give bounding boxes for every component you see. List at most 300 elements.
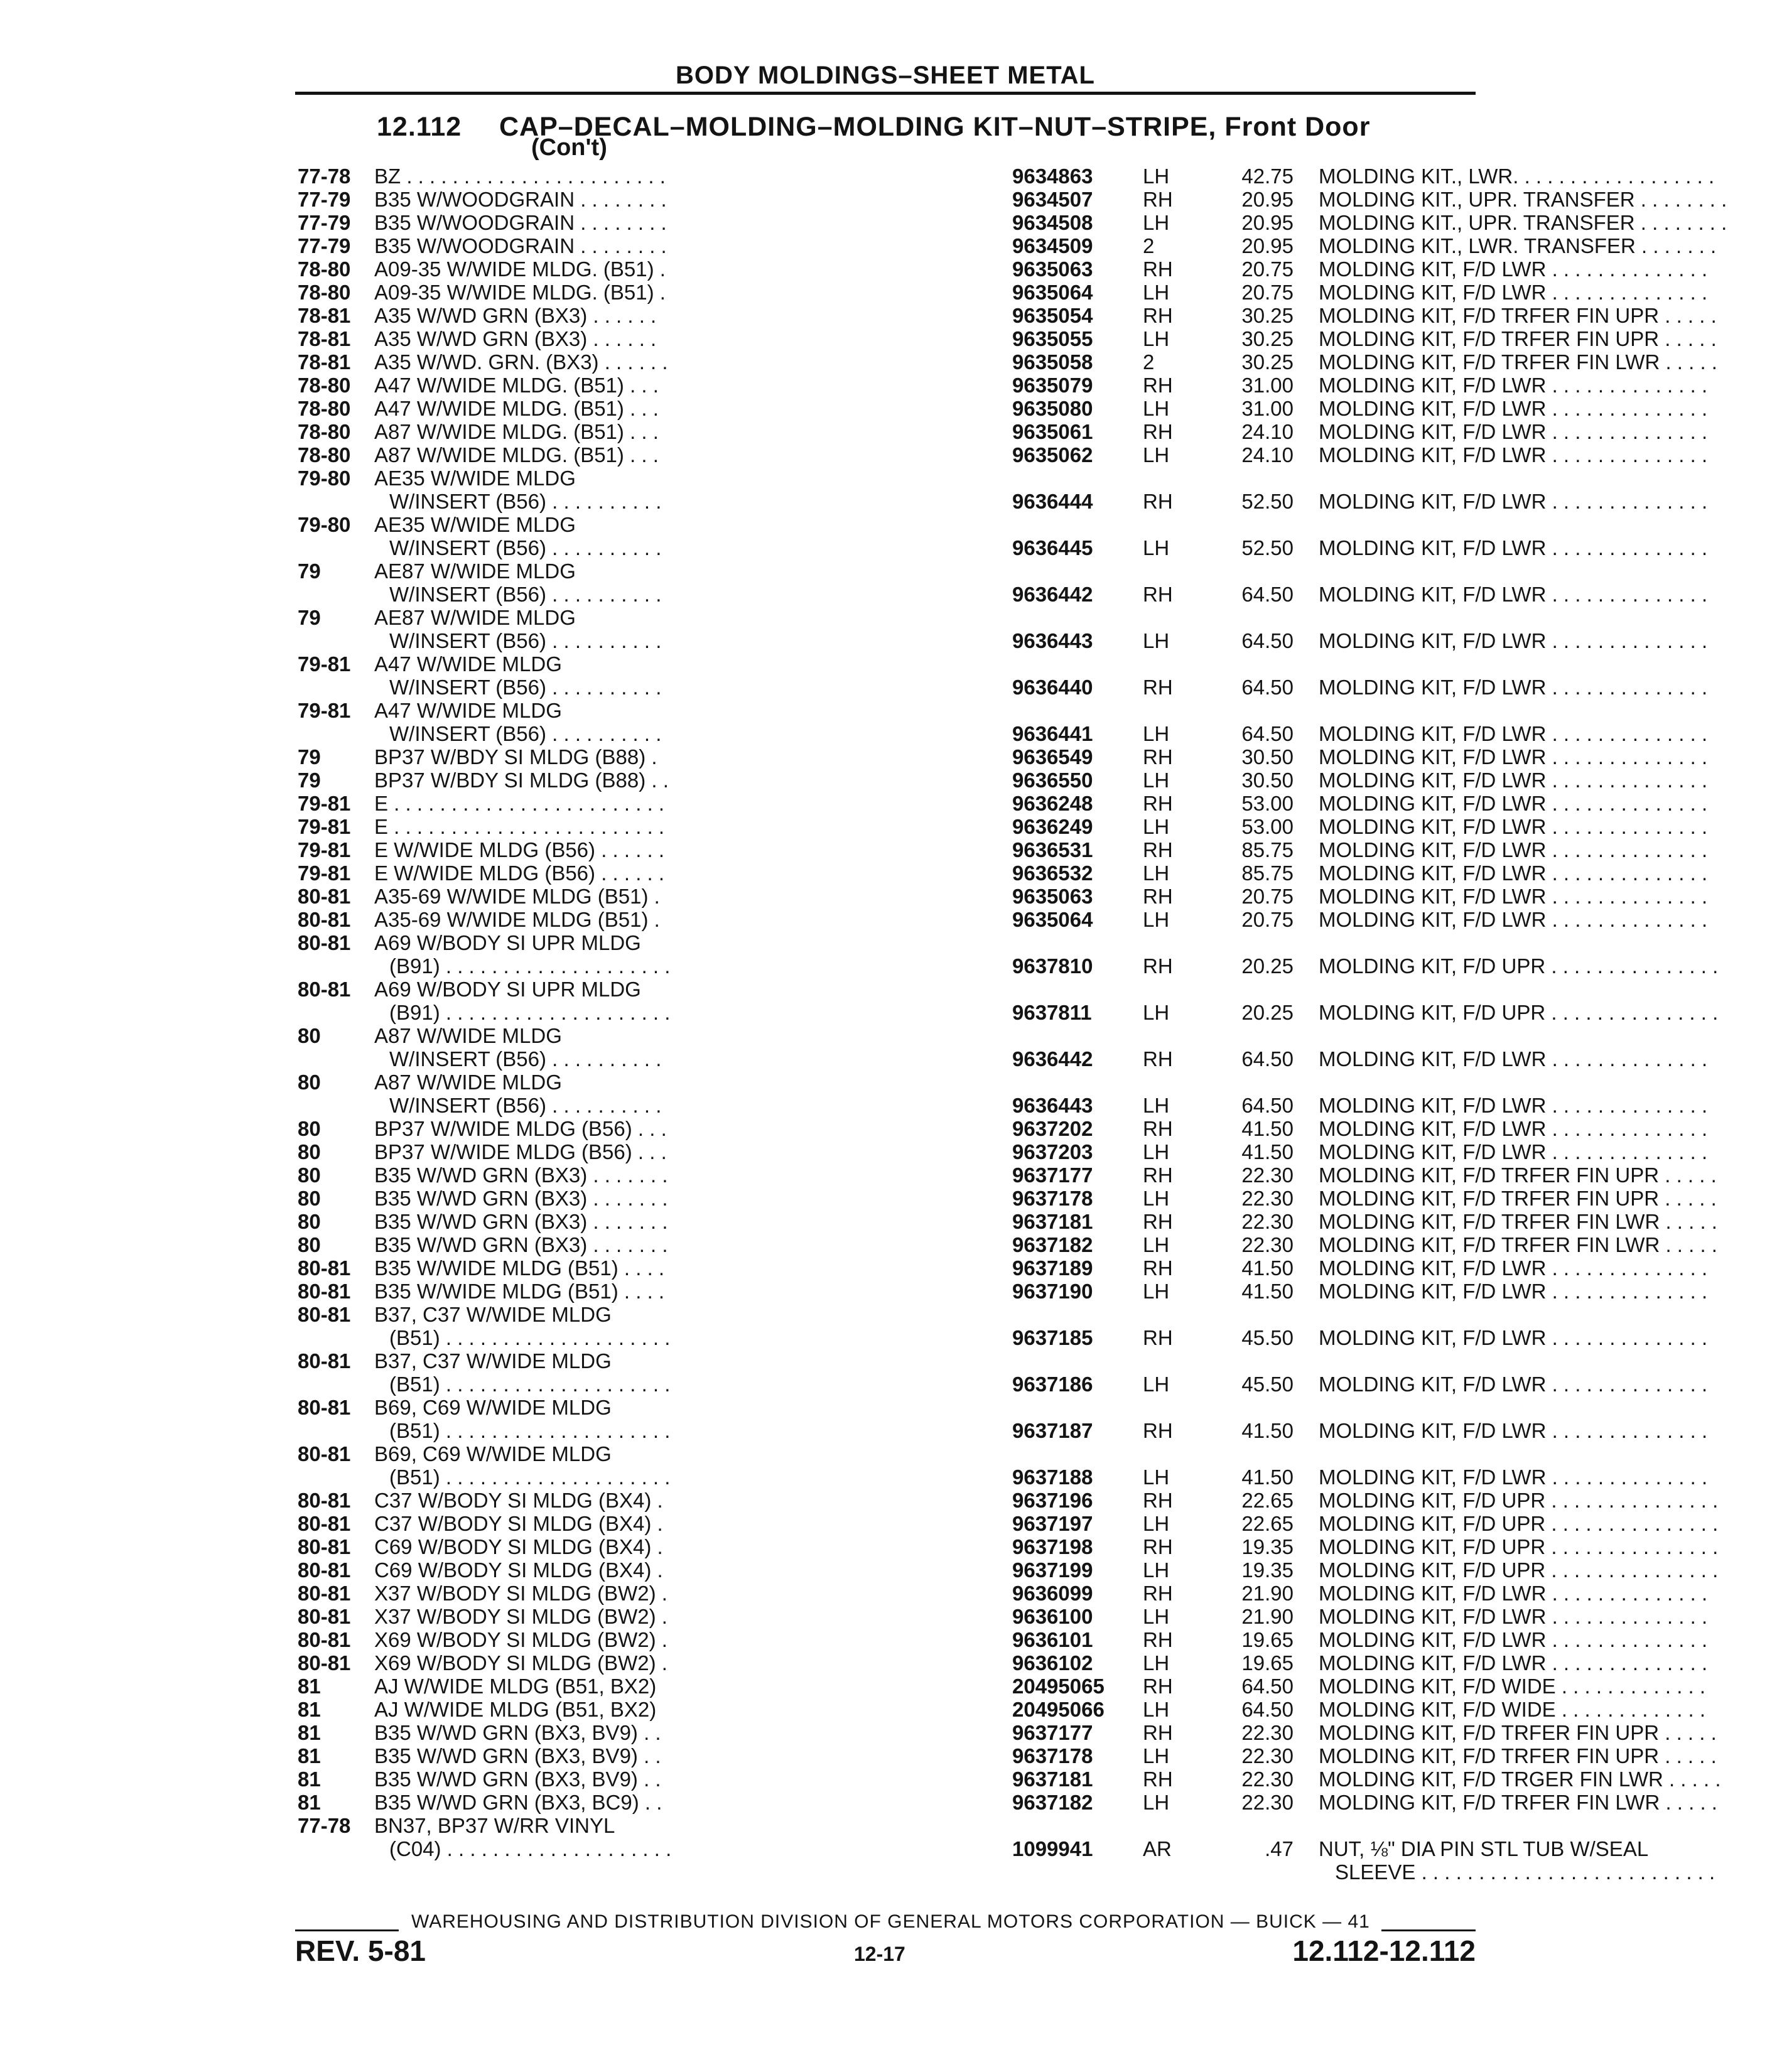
part-description: MOLDING KIT, F/D LWR . . . . . . . . . . . . . . [1319, 861, 1708, 885]
price: 30.50 [1241, 769, 1294, 792]
model-description: BP37 W/BDY SI MLDG (B88) . [374, 745, 657, 769]
part-description: MOLDING KIT, F/D LWR . . . . . . . . . . . . . . [1319, 420, 1708, 443]
part-description: MOLDING KIT, F/D LWR . . . . . . . . . . . . . . [1319, 1651, 1708, 1675]
part-description: MOLDING KIT, F/D UPR . . . . . . . . . . . . . . . [1319, 1535, 1719, 1558]
model-description: E . . . . . . . . . . . . . . . . . . . . . . . . [374, 815, 665, 838]
price: 85.75 [1241, 838, 1294, 861]
quantity: RH [1143, 1210, 1173, 1233]
model-description: (B91) . . . . . . . . . . . . . . . . . . . . [389, 954, 671, 978]
table-row [298, 1187, 1717, 1210]
part-number: 9637178 [1012, 1187, 1093, 1210]
part-number: 9637178 [1012, 1744, 1093, 1767]
model-year: 78-80 [298, 443, 351, 467]
model-description: B35 W/WD GRN (BX3, BV9) . . [374, 1721, 661, 1744]
model-year: 80-81 [298, 1535, 351, 1558]
price: 20.95 [1241, 211, 1294, 234]
price: 22.30 [1241, 1163, 1294, 1187]
quantity: LH [1143, 1698, 1170, 1721]
model-description: AE35 W/WIDE MLDG [374, 513, 576, 536]
part-number: 9636248 [1012, 792, 1093, 815]
part-description: MOLDING KIT, F/D LWR . . . . . . . . . . . . . . [1319, 838, 1708, 861]
model-year: 80 [298, 1233, 321, 1256]
quantity: RH [1143, 583, 1173, 606]
part-description: MOLDING KIT, F/D TRFER FIN UPR . . . . . [1319, 327, 1717, 350]
part-description: MOLDING KIT, F/D LWR . . . . . . . . . . . . . . [1319, 885, 1708, 908]
quantity: RH [1143, 420, 1173, 443]
part-number: 9637810 [1012, 954, 1093, 978]
table-row [298, 234, 1717, 257]
price: 41.50 [1241, 1280, 1294, 1303]
table-row [298, 281, 1708, 304]
model-description: B35 W/WD GRN (BX3) . . . . . . . [374, 1233, 668, 1256]
quantity: LH [1143, 769, 1170, 792]
part-description: MOLDING KIT, F/D LWR . . . . . . . . . . . . . . [1319, 1047, 1708, 1071]
model-description: B35 W/WOODGRAIN . . . . . . . . [374, 211, 667, 234]
table-row [298, 443, 1708, 467]
part-description: MOLDING KIT, F/D UPR . . . . . . . . . . . . . . . [1319, 1558, 1719, 1582]
price: 22.65 [1241, 1512, 1294, 1535]
price: 41.50 [1241, 1140, 1294, 1163]
part-description: MOLDING KIT, F/D LWR . . . . . . . . . . . . . . [1319, 769, 1708, 792]
section-title: CAP–DECAL–MOLDING–MOLDING KIT–NUT–STRIPE, Front Door [499, 112, 1371, 142]
quantity: RH [1143, 257, 1173, 281]
table-row [298, 1791, 1717, 1814]
model-description: A87 W/WIDE MLDG. (B51) . . . [374, 443, 659, 467]
table-row [298, 1163, 1717, 1187]
model-year: 79 [298, 559, 321, 583]
table-row [298, 954, 1719, 978]
price: 53.00 [1241, 815, 1294, 838]
quantity: LH [1143, 165, 1170, 188]
model-description: A35 W/WD GRN (BX3) . . . . . . [374, 327, 657, 350]
part-number: 9635062 [1012, 443, 1093, 467]
price: 31.00 [1241, 374, 1294, 397]
table-row [298, 257, 1708, 281]
header-rule [295, 92, 1476, 95]
table-row [298, 1535, 1719, 1558]
part-number: 9636099 [1012, 1582, 1093, 1605]
model-year: 80 [298, 1187, 321, 1210]
part-description: MOLDING KIT, F/D TRFER FIN LWR . . . . . [1319, 1233, 1717, 1256]
quantity: LH [1143, 536, 1170, 559]
quantity: RH [1143, 745, 1173, 769]
model-description: B35 W/WD GRN (BX3) . . . . . . . [374, 1210, 668, 1233]
part-number: 9636100 [1012, 1605, 1093, 1628]
part-number: 9635079 [1012, 374, 1093, 397]
section-heading [377, 112, 1370, 143]
table-row [298, 908, 1708, 931]
price: 24.10 [1241, 420, 1294, 443]
part-number: 9637203 [1012, 1140, 1093, 1163]
model-year: 77-78 [298, 1814, 351, 1837]
price: 64.50 [1241, 1094, 1294, 1117]
quantity: RH [1143, 1767, 1173, 1791]
price: 41.50 [1241, 1419, 1294, 1442]
table-row [298, 420, 1708, 443]
model-year: 81 [298, 1721, 321, 1744]
part-description: MOLDING KIT, F/D LWR . . . . . . . . . . . . . . [1319, 792, 1708, 815]
table-row [298, 1210, 1717, 1233]
model-description: AE87 W/WIDE MLDG [374, 559, 576, 583]
model-year: 79-80 [298, 513, 351, 536]
model-description: B35 W/WD GRN (BX3, BV9) . . [374, 1767, 661, 1791]
table-row [298, 304, 1717, 327]
model-description: A47 W/WIDE MLDG. (B51) . . . [374, 374, 659, 397]
model-year: 78-80 [298, 420, 351, 443]
part-number: 9636442 [1012, 583, 1093, 606]
price: 30.25 [1241, 350, 1294, 374]
part-number: 9636442 [1012, 1047, 1093, 1071]
table-row [298, 467, 1478, 490]
part-description: MOLDING KIT, F/D LWR . . . . . . . . . . . . . . [1319, 536, 1708, 559]
model-description: (B51) . . . . . . . . . . . . . . . . . . . . [389, 1419, 671, 1442]
part-description: MOLDING KIT, F/D WIDE . . . . . . . . . . . . . [1319, 1698, 1706, 1721]
quantity: RH [1143, 188, 1173, 211]
model-description: AE35 W/WIDE MLDG [374, 467, 576, 490]
table-row [298, 745, 1708, 769]
part-number: 9637190 [1012, 1280, 1093, 1303]
part-number: 20495066 [1012, 1698, 1105, 1721]
model-year: 80-81 [298, 978, 351, 1001]
table-row [298, 1117, 1708, 1140]
model-year: 79-81 [298, 815, 351, 838]
price: 53.00 [1241, 792, 1294, 815]
model-description: A87 W/WIDE MLDG. (B51) . . . [374, 420, 659, 443]
model-year: 81 [298, 1791, 321, 1814]
part-description: MOLDING KIT, F/D LWR . . . . . . . . . . . . . . [1319, 1419, 1708, 1442]
model-description: BP37 W/WIDE MLDG (B56) . . . [374, 1140, 667, 1163]
model-year: 77-79 [298, 234, 351, 257]
quantity: LH [1143, 211, 1170, 234]
quantity: LH [1143, 1558, 1170, 1582]
footer-rule-right [1381, 1929, 1476, 1931]
quantity: LH [1143, 1187, 1170, 1210]
price: 21.90 [1241, 1582, 1294, 1605]
price: 20.75 [1241, 885, 1294, 908]
table-row [298, 931, 1478, 954]
quantity: LH [1143, 722, 1170, 745]
part-description: MOLDING KIT, F/D LWR . . . . . . . . . . . . . . [1319, 1326, 1708, 1349]
model-year: 79 [298, 769, 321, 792]
model-description: W/INSERT (B56) . . . . . . . . . . [389, 1047, 662, 1071]
part-number: 9634863 [1012, 165, 1093, 188]
quantity: RH [1143, 954, 1173, 978]
part-description: MOLDING KIT, F/D LWR . . . . . . . . . . . . . . [1319, 815, 1708, 838]
table-row [298, 1675, 1706, 1698]
model-description: B37, C37 W/WIDE MLDG [374, 1303, 612, 1326]
model-year: 80-81 [298, 1651, 351, 1675]
part-description: MOLDING KIT, F/D TRFER FIN UPR . . . . . [1319, 304, 1717, 327]
model-year: 80-81 [298, 931, 351, 954]
table-row [298, 1721, 1717, 1744]
model-year: 79-81 [298, 861, 351, 885]
table-row [298, 861, 1708, 885]
part-description: MOLDING KIT, F/D LWR . . . . . . . . . . . . . . [1319, 397, 1708, 420]
part-description: MOLDING KIT., UPR. TRANSFER . . . . . . . . [1319, 188, 1727, 211]
part-description: MOLDING KIT, F/D LWR . . . . . . . . . . . . . . [1319, 629, 1708, 652]
model-description: A87 W/WIDE MLDG [374, 1071, 562, 1094]
part-number: 9636445 [1012, 536, 1093, 559]
model-description: B35 W/WIDE MLDG (B51) . . . . [374, 1280, 665, 1303]
quantity: RH [1143, 1582, 1173, 1605]
model-year: 78-81 [298, 304, 351, 327]
table-row [298, 583, 1708, 606]
section-continued: (Con't) [531, 134, 607, 161]
model-year: 80-81 [298, 1256, 351, 1280]
quantity: RH [1143, 1489, 1173, 1512]
model-description: C69 W/BODY SI MLDG (BX4) . [374, 1558, 663, 1582]
table-row [298, 978, 1478, 1001]
table-row [298, 1094, 1708, 1117]
table-row [298, 769, 1708, 792]
model-year: 80-81 [298, 908, 351, 931]
price: 20.75 [1241, 908, 1294, 931]
model-year: 81 [298, 1767, 321, 1791]
part-description: MOLDING KIT, F/D LWR . . . . . . . . . . . . . . [1319, 1256, 1708, 1280]
model-description: (C04) . . . . . . . . . . . . . . . . . . . . [389, 1837, 672, 1860]
part-number: 9636444 [1012, 490, 1093, 513]
model-description: B35 W/WOODGRAIN . . . . . . . . [374, 234, 667, 257]
part-number: 9636440 [1012, 676, 1093, 699]
quantity: LH [1143, 397, 1170, 420]
footer-text: WAREHOUSING AND DISTRIBUTION DIVISION OF GENERAL MOTORS CORPORATION — BUICK — 41 [411, 1911, 1370, 1932]
price: 22.30 [1241, 1744, 1294, 1767]
price: 41.50 [1241, 1256, 1294, 1280]
table-row [298, 606, 1478, 629]
model-description: A35 W/WD. GRN. (BX3) . . . . . . [374, 350, 668, 374]
model-description: W/INSERT (B56) . . . . . . . . . . [389, 722, 662, 745]
model-year: 80 [298, 1163, 321, 1187]
quantity: LH [1143, 281, 1170, 304]
model-description: W/INSERT (B56) . . . . . . . . . . [389, 583, 662, 606]
model-year: 78-81 [298, 327, 351, 350]
quantity: LH [1143, 443, 1170, 467]
quantity: LH [1143, 629, 1170, 652]
model-description: B35 W/WIDE MLDG (B51) . . . . [374, 1256, 665, 1280]
price: 22.30 [1241, 1767, 1294, 1791]
quantity: RH [1143, 1628, 1173, 1651]
quantity: RH [1143, 1419, 1173, 1442]
quantity: LH [1143, 1512, 1170, 1535]
model-year: 77-79 [298, 211, 351, 234]
model-description: AJ W/WIDE MLDG (B51, BX2) [374, 1675, 657, 1698]
price: 20.95 [1241, 234, 1294, 257]
part-number: 9634509 [1012, 234, 1093, 257]
part-number: 9635061 [1012, 420, 1093, 443]
model-year: 79 [298, 606, 321, 629]
part-number: 9637177 [1012, 1163, 1093, 1187]
part-number: 9635064 [1012, 908, 1093, 931]
model-description: X37 W/BODY SI MLDG (BW2) . [374, 1582, 667, 1605]
model-description: C37 W/BODY SI MLDG (BX4) . [374, 1512, 663, 1535]
quantity: RH [1143, 1721, 1173, 1744]
model-description: A69 W/BODY SI UPR MLDG [374, 978, 641, 1001]
part-description: MOLDING KIT., LWR. TRANSFER . . . . . . . [1319, 234, 1717, 257]
price: 22.30 [1241, 1187, 1294, 1210]
table-row [298, 1651, 1708, 1675]
quantity: LH [1143, 1094, 1170, 1117]
model-description: W/INSERT (B56) . . . . . . . . . . [389, 1094, 662, 1117]
quantity: LH [1143, 1280, 1170, 1303]
table-row [298, 885, 1708, 908]
table-row [298, 815, 1708, 838]
table-row [298, 1373, 1708, 1396]
quantity: RH [1143, 1326, 1173, 1349]
part-number: 9637182 [1012, 1233, 1093, 1256]
price: 20.75 [1241, 281, 1294, 304]
price: 64.50 [1241, 629, 1294, 652]
part-number: 9637187 [1012, 1419, 1093, 1442]
price: 64.50 [1241, 583, 1294, 606]
table-row [298, 722, 1708, 745]
part-number: 9636531 [1012, 838, 1093, 861]
table-row [298, 559, 1478, 583]
section-range: 12.112-12.112 [1292, 1934, 1476, 1967]
price: 22.30 [1241, 1210, 1294, 1233]
quantity: RH [1143, 792, 1173, 815]
table-row [298, 1349, 1478, 1373]
model-year: 79-81 [298, 652, 351, 676]
quantity: LH [1143, 1651, 1170, 1675]
price: 64.50 [1241, 722, 1294, 745]
table-row [298, 629, 1708, 652]
part-description: MOLDING KIT, F/D LWR . . . . . . . . . . . . . . [1319, 257, 1708, 281]
table-row [298, 350, 1717, 374]
price: 19.65 [1241, 1651, 1294, 1675]
part-description: MOLDING KIT, F/D LWR . . . . . . . . . . . . . . [1319, 1280, 1708, 1303]
quantity: RH [1143, 304, 1173, 327]
parts-table [298, 165, 1727, 1884]
table-row [298, 1767, 1721, 1791]
price: 20.25 [1241, 1001, 1294, 1024]
quantity: LH [1143, 1233, 1170, 1256]
quantity: LH [1143, 1373, 1170, 1396]
table-row [298, 1256, 1708, 1280]
table-row [298, 1442, 1478, 1465]
price: 30.50 [1241, 745, 1294, 769]
model-description: A47 W/WIDE MLDG. (B51) . . . [374, 397, 659, 420]
model-year: 80-81 [298, 1349, 351, 1373]
revision-label: REV. 5-81 [295, 1934, 426, 1967]
quantity: LH [1143, 815, 1170, 838]
model-year: 78-80 [298, 374, 351, 397]
model-year: 80-81 [298, 1442, 351, 1465]
model-year: 80 [298, 1071, 321, 1094]
part-description: SLEEVE . . . . . . . . . . . . . . . . . . . . . . . . . . [1335, 1860, 1715, 1884]
table-row [298, 1628, 1708, 1651]
model-description: A47 W/WIDE MLDG [374, 652, 562, 676]
model-description: C69 W/BODY SI MLDG (BX4) . [374, 1535, 663, 1558]
part-number: 9635063 [1012, 257, 1093, 281]
price: 22.30 [1241, 1791, 1294, 1814]
model-year: 79-81 [298, 838, 351, 861]
part-description: MOLDING KIT, F/D WIDE . . . . . . . . . . . . . [1319, 1675, 1706, 1698]
model-year: 80 [298, 1117, 321, 1140]
part-number: 9636249 [1012, 815, 1093, 838]
table-row [298, 1558, 1719, 1582]
part-number: 9637198 [1012, 1535, 1093, 1558]
model-description: W/INSERT (B56) . . . . . . . . . . [389, 676, 662, 699]
price: 19.65 [1241, 1628, 1294, 1651]
model-year: 79-81 [298, 792, 351, 815]
price: 52.50 [1241, 490, 1294, 513]
part-number: 9637196 [1012, 1489, 1093, 1512]
price: 22.65 [1241, 1489, 1294, 1512]
model-description: B37, C37 W/WIDE MLDG [374, 1349, 612, 1373]
model-year: 80-81 [298, 1396, 351, 1419]
part-number: 9636441 [1012, 722, 1093, 745]
model-description: BP37 W/BDY SI MLDG (B88) . . [374, 769, 669, 792]
model-year: 80 [298, 1140, 321, 1163]
part-description: MOLDING KIT, F/D LWR . . . . . . . . . . . . . . [1319, 443, 1708, 467]
price: 45.50 [1241, 1326, 1294, 1349]
model-description: AJ W/WIDE MLDG (B51, BX2) [374, 1698, 657, 1721]
model-description: E W/WIDE MLDG (B56) . . . . . . [374, 861, 665, 885]
model-year: 80-81 [298, 1558, 351, 1582]
quantity: RH [1143, 1535, 1173, 1558]
model-year: 80 [298, 1024, 321, 1047]
model-description: W/INSERT (B56) . . . . . . . . . . [389, 536, 662, 559]
part-number: 9637181 [1012, 1767, 1093, 1791]
table-row [298, 327, 1717, 350]
model-year: 80-81 [298, 1605, 351, 1628]
part-description: MOLDING KIT., LWR. . . . . . . . . . . . . . . . . . [1319, 165, 1715, 188]
model-description: W/INSERT (B56) . . . . . . . . . . [389, 490, 662, 513]
part-description: MOLDING KIT, F/D UPR . . . . . . . . . . . . . . . [1319, 1001, 1719, 1024]
quantity: RH [1143, 1256, 1173, 1280]
part-description: MOLDING KIT, F/D TRFER FIN UPR . . . . . [1319, 1163, 1717, 1187]
price: 41.50 [1241, 1465, 1294, 1489]
price: 52.50 [1241, 536, 1294, 559]
price: 64.50 [1241, 1675, 1294, 1698]
part-description: MOLDING KIT, F/D LWR . . . . . . . . . . . . . . [1319, 374, 1708, 397]
model-description: A47 W/WIDE MLDG [374, 699, 562, 722]
table-row [298, 1582, 1708, 1605]
part-number: 9637202 [1012, 1117, 1093, 1140]
quantity: LH [1143, 1140, 1170, 1163]
model-description: X69 W/BODY SI MLDG (BW2) . [374, 1628, 667, 1651]
table-row [298, 1860, 1715, 1884]
part-number: 9636443 [1012, 629, 1093, 652]
model-description: B35 W/WD GRN (BX3) . . . . . . . [374, 1163, 668, 1187]
table-row [298, 1814, 1478, 1837]
part-description: MOLDING KIT., UPR. TRANSFER . . . . . . . . [1319, 211, 1727, 234]
part-number: 9636550 [1012, 769, 1093, 792]
part-number: 9634508 [1012, 211, 1093, 234]
price: 20.95 [1241, 188, 1294, 211]
model-description: W/INSERT (B56) . . . . . . . . . . [389, 629, 662, 652]
part-description: MOLDING KIT, F/D UPR . . . . . . . . . . . . . . . [1319, 954, 1719, 978]
table-row [298, 1465, 1708, 1489]
part-description: MOLDING KIT, F/D LWR . . . . . . . . . . . . . . [1319, 1605, 1708, 1628]
table-row [298, 165, 1715, 188]
model-year: 80-81 [298, 1303, 351, 1326]
part-description: MOLDING KIT, F/D LWR . . . . . . . . . . . . . . [1319, 1373, 1708, 1396]
quantity: LH [1143, 908, 1170, 931]
part-number: 9636532 [1012, 861, 1093, 885]
model-year: 77-79 [298, 188, 351, 211]
price: 64.50 [1241, 1047, 1294, 1071]
part-number: 9635054 [1012, 304, 1093, 327]
quantity: RH [1143, 490, 1173, 513]
model-description: AE87 W/WIDE MLDG [374, 606, 576, 629]
model-year: 79-80 [298, 467, 351, 490]
price: 20.75 [1241, 257, 1294, 281]
table-row [298, 1326, 1708, 1349]
part-number: 9635055 [1012, 327, 1093, 350]
table-row [298, 188, 1727, 211]
quantity: LH [1143, 1605, 1170, 1628]
